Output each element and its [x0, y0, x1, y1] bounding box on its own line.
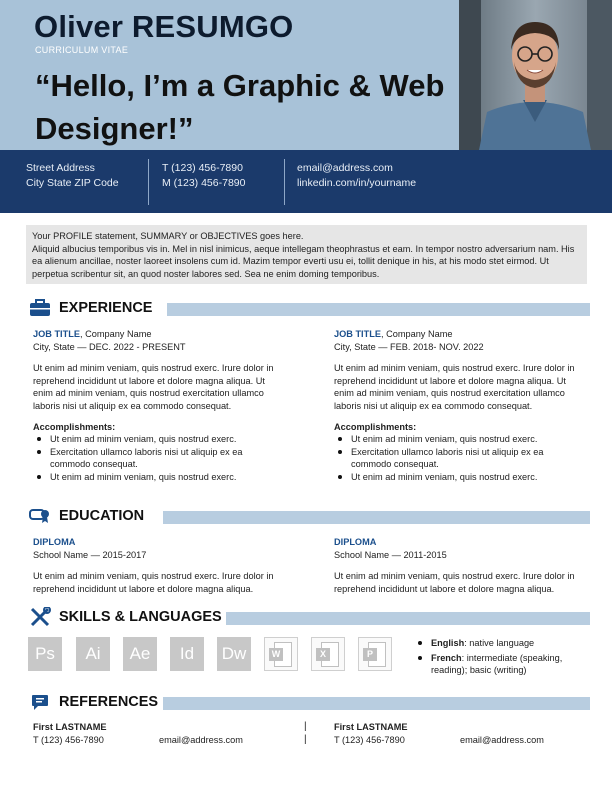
- reference-separator: |: [304, 721, 307, 732]
- education-description: Ut enim ad minim veniam, quis nostrud exerc. Irure dolor in reprehend incididunt ut labore et dolore magna aliqua.: [33, 571, 274, 594]
- job-title: JOB TITLE: [33, 329, 80, 339]
- list-item: Ut enim ad minim veniam, quis nostrud exerc.: [33, 433, 283, 446]
- section-bar: [163, 697, 590, 710]
- language-level: : native language: [464, 638, 535, 648]
- education-entry: [334, 536, 584, 595]
- reference-email[interactable]: email@address.com: [159, 735, 243, 745]
- degree-title: DIPLOMA: [33, 537, 76, 547]
- reference-entry: [33, 721, 107, 747]
- list-item: Ut enim ad minim veniam, quis nostrud exerc.: [334, 471, 584, 484]
- job-description: Ut enim ad minim veniam, quis nostrud exerc. Irure dolor in reprehend incididunt ut labore et dolore magna aliqua. Ut enim ad minim veniam, quis nostrud exercitation ullamco laboris nisi ut aliquip ex ea commodo consequat.: [33, 363, 274, 411]
- list-item: Ut enim ad minim veniam, quis nostrud exerc.: [33, 471, 283, 484]
- languages-list: [414, 637, 594, 677]
- degree-title: DIPLOMA: [334, 537, 377, 547]
- powerpoint-icon: [358, 637, 392, 671]
- reference-separator: |: [304, 734, 307, 745]
- tools-icon: [29, 607, 51, 627]
- phone-block: [162, 161, 245, 191]
- candidate-name: Oliver RESUMGO: [34, 9, 294, 44]
- word-icon: [264, 637, 298, 671]
- profile-summary: [26, 225, 587, 284]
- list-item: Exercitation ullamco laboris nisi ut aliquip ex ea commodo consequat.: [334, 446, 584, 471]
- reference-phone: T (123) 456-7890: [33, 735, 104, 745]
- section-title: SKILLS & LANGUAGES: [59, 609, 222, 625]
- section-bar: [163, 511, 590, 524]
- language-item: [414, 637, 594, 650]
- powerpoint-letter: P: [363, 648, 377, 661]
- reference-name: First LASTNAME: [33, 722, 107, 732]
- reference-email[interactable]: email@address.com: [460, 735, 544, 745]
- indesign-icon: Id: [170, 637, 204, 671]
- section-title: EXPERIENCE: [59, 300, 153, 316]
- dreamweaver-icon: Dw: [217, 637, 251, 671]
- school-dates: School Name — 2015-2017: [33, 549, 147, 560]
- language-name: English: [431, 638, 465, 648]
- email-link[interactable]: email@address.com: [297, 162, 393, 174]
- skills-heading: [26, 606, 590, 630]
- language-name: French: [431, 652, 462, 663]
- word-letter: W: [269, 648, 283, 661]
- job-location-dates: City, State — DEC. 2022 - PRESENT: [33, 341, 186, 352]
- after-effects-icon: Ae: [123, 637, 157, 671]
- excel-icon: [311, 637, 345, 671]
- education-heading: [26, 505, 590, 529]
- language-level: : intermediate (speaking, reading); basic (writing): [431, 652, 563, 676]
- list-item: Exercitation ullamco laboris nisi ut aliquip ex ea commodo consequat.: [33, 446, 283, 471]
- education-description: Ut enim ad minim veniam, quis nostrud exerc. Irure dolor in reprehend incididunt ut labore et dolore magna aliqua.: [334, 571, 575, 594]
- photoshop-icon: Ps: [28, 637, 62, 671]
- job-description: Ut enim ad minim veniam, quis nostrud exerc. Irure dolor in reprehend incididunt ut labore et dolore magna aliqua. Ut enim ad minim veniam, quis nostrud exercitation ullamco laboris nisi ut aliquip ex ea commodo consequat.: [334, 363, 575, 411]
- briefcase-icon: [29, 298, 51, 318]
- profile-intro: Your PROFILE statement, SUMMARY or OBJECTIVES goes here.: [32, 231, 304, 241]
- accomplishments-list: [334, 433, 584, 483]
- section-bar: [226, 612, 590, 625]
- contact-strip: [0, 150, 612, 213]
- document-subtitle: CURRICULUM VITAE: [35, 45, 129, 55]
- address-block: [26, 161, 119, 191]
- address-line-1: Street Address: [26, 162, 95, 174]
- section-title: REFERENCES: [59, 694, 159, 710]
- accomplishments-label: Accomplishments:: [33, 421, 116, 432]
- company-name: , Company Name: [380, 329, 453, 339]
- web-block: [297, 161, 416, 191]
- phone-number: T (123) 456-7890: [162, 162, 243, 174]
- tagline: “Hello, I’m a Graphic & Web Designer!”: [35, 68, 445, 146]
- excel-letter: X: [316, 648, 330, 661]
- job-title: JOB TITLE: [334, 329, 381, 339]
- mobile-number: M (123) 456-7890: [162, 177, 246, 189]
- illustrator-icon: Ai: [76, 637, 110, 671]
- section-bar: [167, 303, 590, 316]
- education-entry: [33, 536, 283, 595]
- references-heading: [26, 691, 590, 715]
- contact-divider: [148, 159, 149, 205]
- profile-body: Aliquid albucius temporibus vis in. Mel in nisl inimicus, aeque intellegam theophrastus et eam. In tempor nostro adversarium nam. His ea alienum ancillae, noster laoreet insolens cum id. Mazim tempor everti usu ei, tollit denique in his, at his modo stet eirmod. Ut perpetua scribentur sit, an quod noster labores sed. Sea ne enim doming temporibus.: [32, 243, 575, 279]
- school-dates: School Name — 2011-2015: [334, 549, 447, 560]
- language-item: [414, 652, 594, 677]
- job-location-dates: City, State — FEB. 2018- NOV. 2022: [334, 341, 484, 352]
- contact-divider: [284, 159, 285, 205]
- accomplishments-list: [33, 433, 283, 483]
- profile-photo: [459, 0, 612, 150]
- address-line-2: City State ZIP Code: [26, 177, 119, 189]
- experience-heading: [26, 297, 590, 321]
- diploma-icon: [29, 506, 51, 526]
- speech-bubble-icon: [29, 692, 51, 712]
- reference-entry: [334, 721, 408, 747]
- reference-name: First LASTNAME: [334, 722, 408, 732]
- accomplishments-label: Accomplishments:: [334, 421, 417, 432]
- linkedin-link[interactable]: linkedin.com/in/yourname: [297, 177, 417, 189]
- reference-phone: T (123) 456-7890: [334, 735, 405, 745]
- company-name: , Company Name: [79, 329, 152, 339]
- experience-entry: [33, 328, 283, 484]
- experience-entry: [334, 328, 584, 484]
- list-item: Ut enim ad minim veniam, quis nostrud exerc.: [334, 433, 584, 446]
- section-title: EDUCATION: [59, 508, 145, 524]
